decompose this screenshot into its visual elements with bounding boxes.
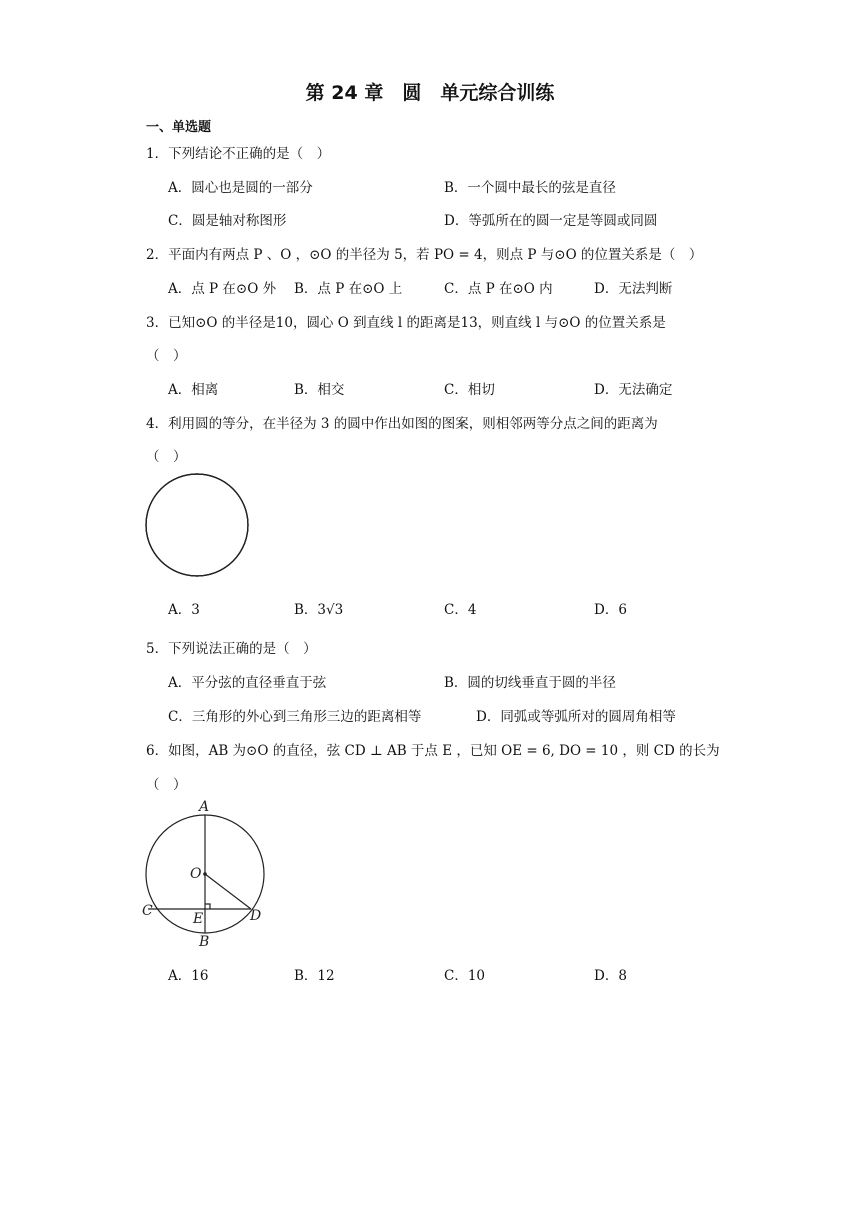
question-3-option-a: A．相离 (168, 382, 219, 398)
question-4-option-b: B．3√3 (294, 602, 344, 618)
question-4-option-c: C．4 (444, 602, 477, 618)
question-4-stem-bracket: （ ） (146, 449, 187, 465)
question-3-stem-bracket: （ ） (146, 348, 187, 364)
question-3-option-b: B．相交 (294, 382, 345, 398)
question-5-option-b: B．圆的切线垂直于圆的半径 (444, 675, 616, 691)
question-3-option-c: C．相切 (444, 382, 495, 398)
circle-chord-figure (138, 796, 270, 948)
question-5-option-d: D．同弧或等弧所对的圆周角相等 (476, 709, 676, 725)
question-6-stem-bracket: （ ） (146, 777, 187, 793)
question-1-option-c: C．圆是轴对称图形 (168, 213, 287, 229)
question-2-option-c: C．点 P 在⊙O 内 (444, 281, 553, 297)
question-6-option-d: D．8 (594, 968, 627, 984)
question-1-option-d: D．等弧所在的圆一定是等圆或同圆 (444, 213, 658, 229)
question-6-option-a: A．16 (168, 968, 209, 984)
question-4-option-a: A．3 (168, 602, 200, 618)
question-4-option-d: D．6 (594, 602, 627, 618)
question-6-option-c: C．10 (444, 968, 486, 984)
question-3-option-d: D．无法确定 (594, 382, 673, 398)
question-3-stem: 3．已知⊙O 的半径是10，圆心 O 到直线 l 的距离是13，则直线 l 与⊙O 的位置关系是 (146, 315, 666, 331)
flower-figure (142, 470, 252, 580)
label-c: C (142, 903, 153, 919)
label-d: D (250, 908, 262, 924)
label-e: E (193, 911, 204, 927)
question-1-option-a: A．圆心也是圆的一部分 (168, 180, 313, 196)
label-a: A (199, 799, 210, 815)
section-heading: 一、单选题 (146, 120, 212, 135)
label-b: B (199, 934, 210, 948)
question-2-option-a: A．点 P 在⊙O 外 (168, 281, 277, 297)
page-title: 第 24 章 圆 单元综合训练 (305, 82, 555, 104)
question-1-stem: 1．下列结论不正确的是（ ） (146, 146, 331, 162)
question-6-stem: 6．如图，AB 为⊙O 的直径，弦 CD ⊥ AB 于点 E ，已知 OE = 6, DO = 10 ，则 CD 的长为 (146, 743, 720, 759)
question-5-option-a: A．平分弦的直径垂直于弦 (168, 675, 327, 691)
question-2-stem: 2．平面内有两点 P 、O ，⊙O 的半径为 5，若 PO = 4，则点 P 与⊙O 的位置关系是（ ） (146, 247, 703, 263)
question-6-option-b: B．12 (294, 968, 335, 984)
question-2-option-d: D．无法判断 (594, 281, 673, 297)
question-5-stem: 5．下列说法正确的是（ ） (146, 641, 317, 657)
question-4-stem: 4．利用圆的等分，在半径为 3 的圆中作出如图的图案，则相邻两等分点之间的距离为 (146, 416, 658, 432)
question-1-option-b: B．一个圆中最长的弦是直径 (444, 180, 616, 196)
question-2-option-b: B．点 P 在⊙O 上 (294, 281, 403, 297)
label-o: O (190, 866, 202, 882)
question-5-option-c: C．三角形的外心到三角形三边的距离相等 (168, 709, 422, 725)
